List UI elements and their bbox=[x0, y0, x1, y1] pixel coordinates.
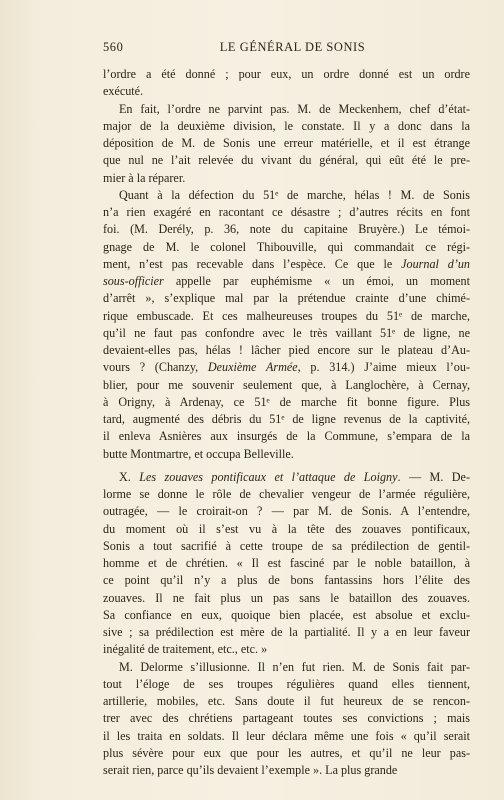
text-line: major de la deuxième division, le constate. Il y a donc dans la bbox=[103, 118, 470, 133]
paragraph bbox=[103, 469, 470, 659]
text-line: foi. (M. Derély, p. 36, note du capitaine Bruyère.) Le témoi- bbox=[103, 222, 470, 237]
text-line: zouaves. Il ne fait plus un pas sans le bataillon des zouaves. bbox=[103, 590, 470, 605]
text-line: ment, n’est pas recevable dans l’espèce. Ce que le Journal d’un bbox=[103, 256, 471, 271]
text-line: artillerie, mobiles, etc. Sans doute il fut heureux de se rencon- bbox=[103, 694, 470, 708]
text-line: tard, augmenté des débris du 51ᵉ de ligne revenus de la captivité, bbox=[103, 412, 470, 426]
text-line: exécuté. bbox=[103, 84, 144, 99]
text-line: déposition de M. de Sonis une erreur matérielle, et il est étrange bbox=[103, 136, 470, 150]
text-line: inégalité de traitement, etc., etc. » bbox=[103, 642, 268, 657]
text-line: plus sévère pour eux que pour les autres, et qu’il ne leur pas- bbox=[103, 745, 470, 760]
text-line: que nul ne l’ait relevée du vivant du général, qui eût été le pre- bbox=[103, 153, 470, 168]
text-line: mier à la réparer. bbox=[103, 170, 186, 185]
paragraph bbox=[103, 659, 470, 780]
text-line: lorme se donne le rôle de chevalier vengeur de l’armée régulière, bbox=[103, 487, 470, 501]
text-line: d’arrêt », s’explique mal par la prétendue crainte d’une chimé- bbox=[103, 291, 470, 306]
text-line: X. Les zouaves pontificaux et l’attaque de Loigny. — M. De- bbox=[119, 469, 470, 484]
text-line: ce point qu’il n’y a plus de bons fantassins hors l’élite des bbox=[103, 573, 470, 588]
text-line: sous-officier appelle par euphémisme « un émoi, un moment bbox=[103, 274, 470, 288]
running-title: LE GÉNÉRAL DE SONIS bbox=[219, 40, 366, 54]
text-line: homme et de chrétien. « Il est fasciné par le noble bataillon, à bbox=[103, 556, 470, 570]
paragraph bbox=[103, 101, 470, 187]
text-line: gnage de M. le colonel Thibouville, qui commandait ce régi- bbox=[103, 239, 470, 254]
text-line: serait rien, parce qu’ils devaient l’exemple ». La plus grande bbox=[103, 763, 398, 777]
text-line: Quant à la défection du 51ᵉ de marche, hélas ! M. de Sonis bbox=[119, 187, 470, 202]
text-line: Sa confiance en eux, quoique bien placée, est absolue et exclu- bbox=[103, 607, 470, 622]
text-line: M. Delorme s’illusionne. Il n’en fut rien. M. de Sonis fait par- bbox=[119, 659, 470, 674]
text-line: devaient-elles pas, hélas ! lâcher pied encore sur le plateau d’Au- bbox=[103, 343, 470, 357]
text-line: il les traita en soldats. Il leur déclara même une fois « qu’il serait bbox=[103, 728, 470, 743]
text-line: sive ; sa prédilection est mère de la partialité. Il y a en leur faveur bbox=[103, 625, 470, 639]
text-line: l’ordre a été donné ; pour eux, un ordre donné est un ordre bbox=[103, 67, 470, 81]
text-line: à Origny, à Ardenay, ce 51ᵉ de marche fit bonne figure. Plus bbox=[103, 394, 470, 409]
text-line: En fait, l’ordre ne parvint pas. M. de Meckenhem, chef d’état- bbox=[119, 101, 470, 116]
text-line: tout l’éloge de ses troupes régulières quand elles tiennent, bbox=[103, 676, 470, 691]
text-line: Sonis a tout sacrifié à cette troupe de sa prédilection de gentil- bbox=[103, 538, 470, 553]
paragraph bbox=[103, 66, 470, 101]
text-line: du moment où il s’est vu à la tête des zouaves pontificaux, bbox=[103, 521, 470, 536]
text-line: blier, pour me souvenir seulement que, à Langlochère, à Cernay, bbox=[103, 377, 470, 392]
text-line: il enleva Asnières aux insurgés de la Commune, s’empara de la bbox=[103, 429, 470, 444]
text-line: vours ? (Chanzy, Deuxième Armée, p. 314.) J’aime mieux l’ou- bbox=[103, 360, 470, 375]
text-line: trer avec des chrétiens partageant toutes ses convictions ; mais bbox=[103, 711, 470, 726]
paragraph bbox=[103, 187, 470, 463]
text-line: n’a rien exagéré en racontant ce désastre ; d’autres récits en font bbox=[103, 205, 470, 219]
text-line: outragée, — le croirait-on ? — par M. de Sonis. A l’entendre, bbox=[103, 504, 470, 519]
page-number: 560 bbox=[103, 40, 124, 54]
page-body bbox=[103, 66, 470, 779]
text-line: qu’il ne faut pas confondre avec le très vaillant 51ᵉ de ligne, ne bbox=[103, 325, 470, 340]
page-header bbox=[103, 40, 470, 58]
text-line: rique embuscade. Et ces malheureuses troupes du 51ᵉ de marche, bbox=[103, 308, 470, 323]
text-line: butte Montmartre, et occupa Belleville. bbox=[103, 446, 294, 461]
